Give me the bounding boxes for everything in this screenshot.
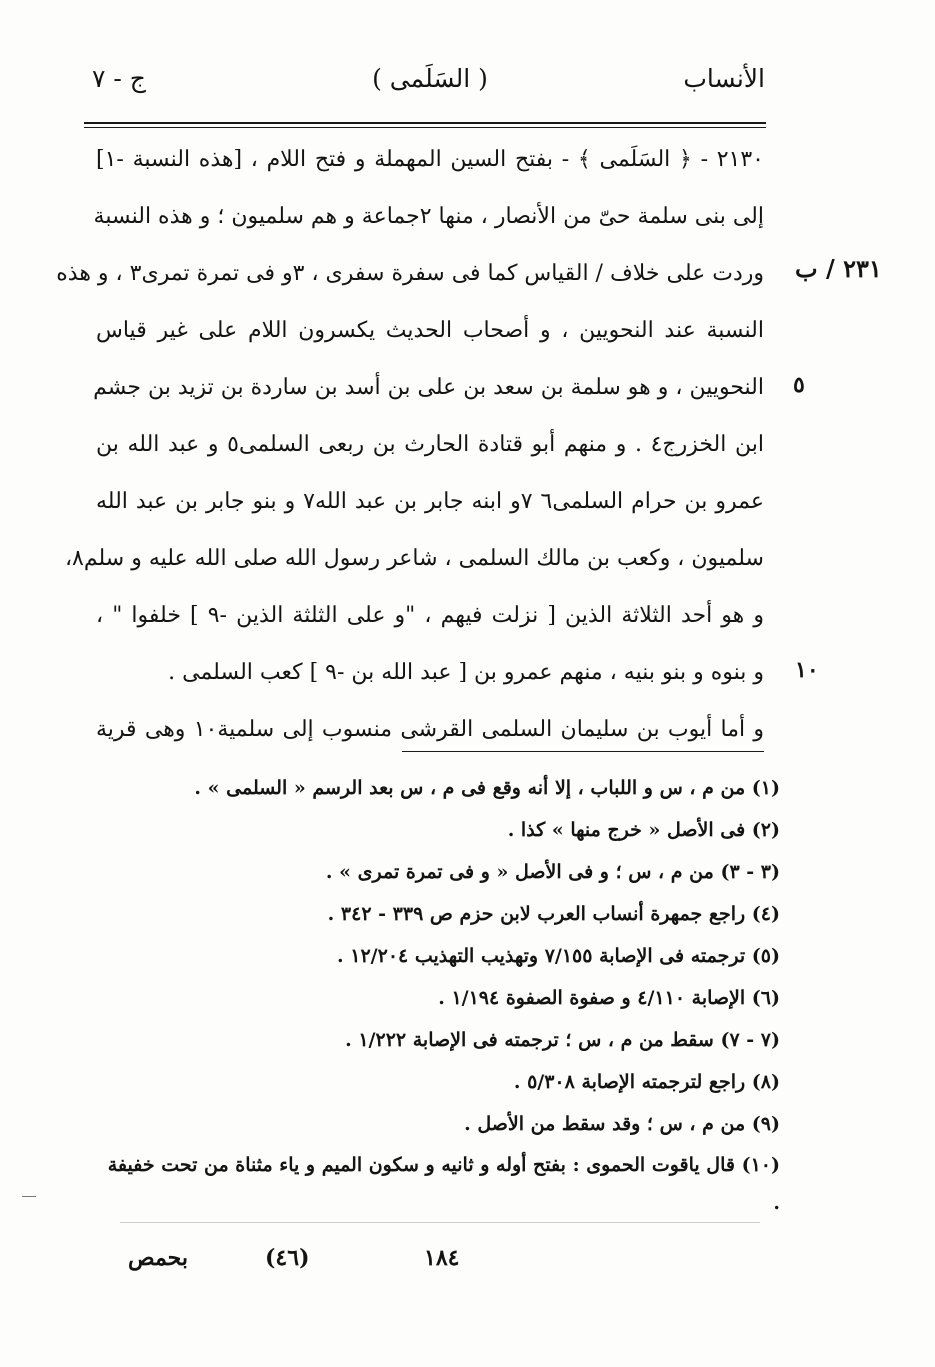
volume-number: ج - ٧ xyxy=(92,64,146,93)
text-line: و أما أيوب بن سليمان السلمى القرشى منسوب إلى سلمية١٠ وهى قرية xyxy=(96,717,764,742)
scan-speck xyxy=(22,1196,36,1197)
footnote: (٧ - ٧) سقط من م ، س ؛ ترجمته فى الإصابة ١/٢٢٢ . xyxy=(345,1029,780,1051)
text-line: عمرو بن حرام السلمى٦ ٧و ابنه جابر بن عبد الله٧ و بنو جابر بن عبد الله xyxy=(96,489,764,514)
text-line: وردت على خلاف / القياس كما فى سفرة سفرى ، ٣و فى تمرة تمرى٣ ، و هذه xyxy=(56,261,764,286)
footnote: (٦) الإصابة ٤/١١٠ و صفوة الصفوة ١/١٩٤ . xyxy=(438,987,780,1009)
scan-dotted-trace xyxy=(120,1222,760,1223)
text-line: سلميون ، وكعب بن مالك السلمى ، شاعر رسول الله صلى الله عليه و سلم٨، xyxy=(64,546,764,571)
footnote: (٢) فى الأصل « خرج منها » كذا . xyxy=(507,819,780,841)
text-line: و هو أحد الثلاثة الذين [ نزلت فيهم ، "و على الثلثة الذين -٩ ] خلفوا " ، xyxy=(96,603,765,628)
text-line: النسبة عند النحويين ، و أصحاب الحديث يكسرون اللام على غير قياس xyxy=(96,318,765,343)
main-text xyxy=(56,138,765,765)
running-title: الأنساب xyxy=(683,64,765,93)
signature-mark: (٤٦) xyxy=(265,1245,310,1271)
footnote: (٤) راجع جمهرة أنساب العرب لابن حزم ص ٣٣٩ - ٣٤٢ . xyxy=(327,903,780,925)
text-line: النحويين ، و هو سلمة بن سعد بن على بن أسد بن ساردة بن تزيد بن جشم xyxy=(93,375,764,400)
line-number-5: ٥ xyxy=(793,372,805,398)
manuscript-folio-marker: ٢٣١ / ب xyxy=(795,254,882,283)
header-rule-thin xyxy=(84,127,766,128)
text-line: إلى بنى سلمة حىّ من الأنصار ، منها ٢جماعة و هم سلميون ؛ و هذه النسبة xyxy=(93,204,764,229)
footnote-separator xyxy=(402,751,764,752)
footnote: (٥) ترجمته فى الإصابة ٧/١٥٥ وتهذيب التهذيب ١٢/٢٠٤ . xyxy=(337,945,780,967)
footnote: (٩) من م ، س ؛ وقد سقط من الأصل . xyxy=(464,1113,780,1135)
footnotes xyxy=(100,768,780,1222)
text-line: و بنوه و بنو بنيه ، منهم عمرو بن [ عبد الله بن -٩ ] كعب السلمى . xyxy=(168,660,764,685)
footnote: (١) من م ، س و اللباب ، إلا أنه وقع فى م ، س بعد الرسم « السلمى » . xyxy=(194,777,780,799)
running-entry-heading: ( السَلَمى ) xyxy=(372,64,488,93)
text-line: ٢١٣٠ - ﴿ السَلَمى ﴾ - بفتح السين المهملة و فتح اللام ، [هذه النسبة -١] xyxy=(96,147,764,172)
line-number-10: ١٠ xyxy=(795,657,819,683)
footnote: (٣ - ٣) من م ، س ؛ و فى الأصل « و فى تمرة تمرى » . xyxy=(325,861,780,883)
header-rule-thick xyxy=(84,122,766,124)
footnote: (١٠) قال ياقوت الحموى : بفتح أوله و ثانيه و سكون الميم و ياء مثناة من تحت خفيفة . xyxy=(107,1154,780,1214)
text-line: ابن الخزرج٤ . و منهم أبو قتادة الحارث بن ربعى السلمى٥ و عبد الله بن xyxy=(96,432,764,457)
footnote: (٨) راجع لترجمته الإصابة ٥/٣٠٨ . xyxy=(513,1071,780,1093)
printing-place: بحمص xyxy=(128,1245,188,1271)
page-number: ١٨٤ xyxy=(424,1245,460,1271)
